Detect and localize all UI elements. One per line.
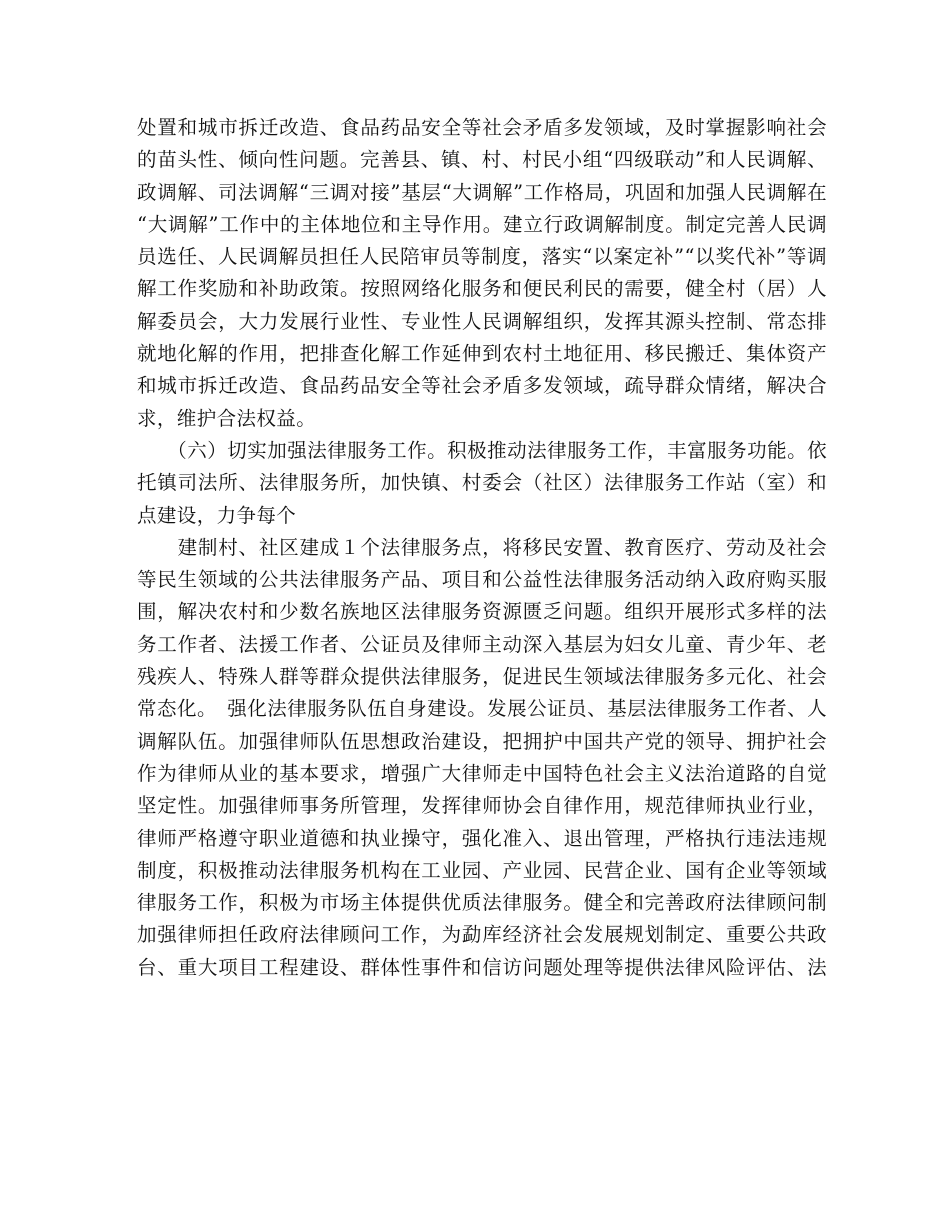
text-line: 残疾人、特殊人群等群众提供法律服务，促进民生领域法律服务多元化、社会 xyxy=(137,665,827,689)
text-line: “大调解”工作中的主体地位和主导作用。建立行政调解制度。制定完善人民调 xyxy=(137,212,827,236)
text-line: 制度，积极推动法律服务机构在工业园、产业园、民营企业、国有企业等领域 xyxy=(137,858,827,882)
text-line: 和城市拆迁改造、食品药品安全等社会矛盾多发领域，疏导群众情绪，解决合 xyxy=(137,374,827,398)
text-line: 处置和城市拆迁改造、食品药品安全等社会矛盾多发领域，及时掌握影响社会 xyxy=(137,116,827,139)
text-line: 员选任、人民调解员担任人民陪审员等制度，落实“以案定补”“以奖代补”等调 xyxy=(137,245,827,269)
text-line: 务工作者、法援工作者、公证员及律师主动深入基层为妇女儿童、青少年、老 xyxy=(137,632,827,656)
text-line: 托镇司法所、法律服务所，加快镇、村委会（社区）法律服务工作站（室）和 xyxy=(137,471,827,495)
text-line: 律服务工作，积极为市场主体提供优质法律服务。健全和完善政府法律顾问制 xyxy=(137,891,827,915)
text-line: 台、重大项目工程建设、群体性事件和信访问题处理等提供法律风险评估、法 xyxy=(137,955,827,979)
text-line: 点建设，力争每个 xyxy=(137,503,297,527)
text-line: 就地化解的作用，把排查化解工作延伸到农村土地征用、移民搬迁、集体资产 xyxy=(137,342,827,366)
text-line: 等民生领域的公共法律服务产品、项目和公益性法律服务活动纳入政府购买服 xyxy=(137,568,827,592)
text-line: 常态化。 强化法律服务队伍自身建设。发展公证员、基层法律服务工作者、人 xyxy=(137,697,827,721)
text-line: 建制村、社区建成１个法律服务点，将移民安置、教育医疗、劳动及社会 xyxy=(177,535,827,559)
text-line: 围，解决农村和少数名族地区法律服务资源匮乏问题。组织开展形式多样的法 xyxy=(137,600,827,624)
text-line: 律师严格遵守职业道德和执业操守，强化准入、退出管理，严格执行违法违规 xyxy=(137,826,827,850)
body-text xyxy=(137,112,827,984)
text-line: 政调解、司法调解“三调对接”基层“大调解”工作格局，巩固和加强人民调解在 xyxy=(137,180,827,204)
text-line: 加强律师担任政府法律顾问工作，为勐库经济社会发展规划制定、重要公共政 xyxy=(137,923,827,947)
text-line: （六）切实加强法律服务工作。积极推动法律服务工作，丰富服务功能。依 xyxy=(137,438,827,462)
text-line: 求，维护合法权益。 xyxy=(137,406,317,430)
text-line: 解工作奖励和补助政策。按照网络化服务和便民利民的需要，健全村（居）人 xyxy=(137,277,827,301)
text-line: 作为律师从业的基本要求，增强广大律师走中国特色社会主义法治道路的自觉 xyxy=(137,761,827,785)
text-line: 解委员会，大力发展行业性、专业性人民调解组织，发挥其源头控制、常态排 xyxy=(137,309,827,333)
text-line: 调解队伍。加强律师队伍思想政治建设，把拥护中国共产党的领导、拥护社会 xyxy=(137,729,827,753)
text-line: 坚定性。加强律师事务所管理，发挥律师协会自律作用，规范律师执业行业， xyxy=(137,794,827,818)
text-line: 的苗头性、倾向性问题。完善县、镇、村、村民小组“四级联动”和人民调解、 xyxy=(137,148,827,172)
